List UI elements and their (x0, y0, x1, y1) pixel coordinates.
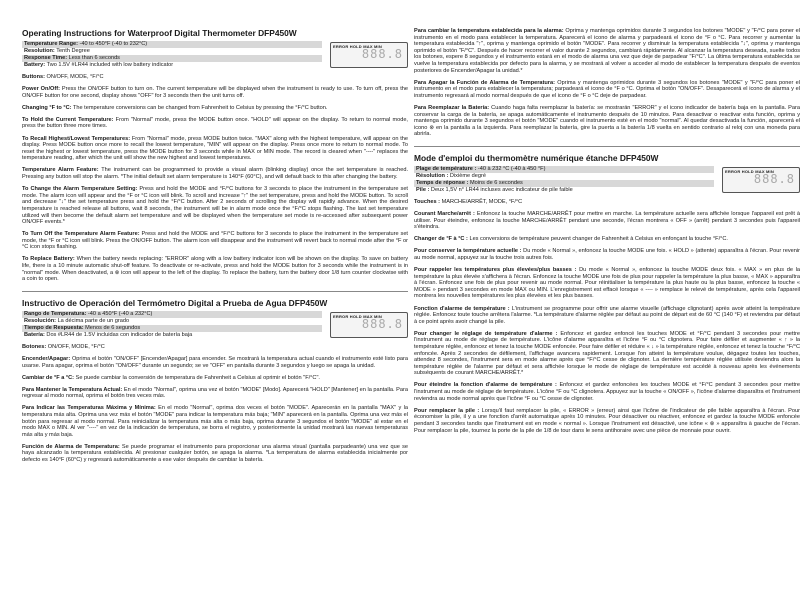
paragraph (22, 186, 408, 226)
spec-row (414, 173, 714, 180)
spanish-spec-block (22, 311, 408, 339)
paragraph-text: Se puede programar el instrumento para proporcionar una alarma visual (pantalla parpadeante) una vez que se haya alcanzado la temperatura establecida. Al presionar cualquier botón, se apaga la alarma. *La temperatura de alarma establecida inicialmente por defecto es 140°F (60°C) y regresará automáticamente a ese valor después de cambiar la batería. (22, 443, 408, 464)
lcd-display-illustration (330, 312, 408, 338)
paragraph-heading: Para Mantener la Temperatura Actual: (22, 386, 123, 393)
english-title: Operating Instructions for Waterproof Digital Thermometer DFP450W (22, 28, 297, 38)
paragraph-text: Press and hold the MODE and °F/°C buttons for 3 seconds to place the instrument in the temperature set mode, the °F or °C icon will blink. Press the ON/OFF button. The alarm icon will disappear and the instrument will revert back to normal mode after the °F or °C icon stops flashing. (22, 231, 408, 251)
paragraph-heading: Pour éteindre la fonction d'alarme de température : (414, 382, 557, 389)
paragraph-text: En el modo "Normal", oprima dos veces el botón "MODE". Aparecerán en la pantalla "MAX" y la temperatura más alta. Oprima una vez más el botón "MODE" para indicar la temperatura más baja; "MIN" aparecerá en la pantalla. Oprima una vez más el botón para regresar al modo normal. Para reinicializar la temperatura más alta o más baja, oprima durante 3 segundos el botón "MODE" al estar en el modo MAX o MIN. Al ver "----" en vez de la indicación de temperatura, se borra el registro, y posteriormente la unidad mostrará las nuevas temperaturas más alta y más baja. (22, 405, 408, 438)
buttons-label: Touches : (414, 198, 441, 205)
paragraph-text: From "Normal" mode, press the MODE button once. "HOLD" will appear on the display. To return to normal mode, press the button three more times. (22, 116, 408, 130)
spec-value: Tenth Degree (54, 48, 90, 54)
lcd-digits: 888.8 (753, 171, 795, 186)
paragraph (414, 211, 800, 231)
paragraph-heading: Power On/Off: (22, 86, 60, 93)
paragraph-text: Enfoncez et gardez enfoncé les touches MODE et °F/°C pendant 3 secondes pour mettre l'instrument au mode de réglage de température. L'icône d'alarme apparaîtra et l'icône °F ou °C clignotera. Pour faire défiler et augmenter « ↑ » la température réglée, enfoncez et tenez la touche MODE enfoncée. Pour faire défiler et réduire « ↓ » la température réglée, enfoncez et tenez la touche °F/°C enfoncée. Après 2 secondes de défilement, l'affichage avancera rapidement. Lorsque l'on atteint la température voulue, dégagez toutes les touches, attendez 8 secondes, l'instrument sera en mode alarme après que °F/°C cesse de clignoter. La dernière température réglée utilisée deviendra alors la température réglée de l'alarme par défaut et sera affichée lorsque le mode de réglage de température est accédé à nouveau après les événements subséquents de courant MARCHE/ARRÊT.* (414, 330, 800, 377)
paragraph-heading: Cambiar de °F a °C: (22, 374, 75, 381)
paragraph-text: Enfoncez et gardez enfoncées les touches MODE et °F/°C pendant 3 secondes pour mettre l'instrument au mode de réglage de température. L'icône °F ou °C clignotera. Appuyez sur la touche « ON/OFF », l'icône d'alarme disparaîtra et l'instrument reviendra au mode normal après que l'icône °F ou °C cesse de clignoter. (414, 382, 800, 402)
spec-label: Plage de température : (416, 165, 477, 172)
spec-row (22, 318, 322, 325)
paragraph-text: Press and hold the MODE and °F/°C buttons for 3 seconds to place the instrument in the temperature set mode. The alarm icon will appear and the °F or °C icon will blink. To scroll and increase "↑" the set temperature, press and hold the MODE button. To scroll and decrease "↓" the set temperature press and hold the °F/°C button. After 2 seconds of scrolling the display will rapidly advance. When the desired temperature is reached release all buttons, wait 8 seconds, the instrument will be in alarm mode once the °F/°C stops flashing. The last set temperature utilized will then become the default alarm set temperature and will be displayed when the temperature set mode is re-accessed after subsequent power ON/OFF events.* (22, 186, 408, 226)
paragraph-heading: Changing °F to °C: (22, 104, 72, 111)
paragraph-heading: Para Indicar las Temperaturas Máxima y Mínima: (22, 405, 156, 412)
paragraph (22, 387, 408, 400)
spec-value: Two 1.5V #LR44 included with low battery indicator (45, 62, 174, 68)
section-divider (22, 291, 408, 292)
paragraph (22, 444, 408, 464)
spec-row (22, 332, 322, 339)
spec-label: Résolution : (416, 172, 449, 179)
spec-row (22, 41, 322, 48)
spec-row (22, 48, 322, 55)
paragraph-heading: Para Reemplazar la Batería: (414, 104, 490, 111)
paragraph-heading: Fonction d'alarme de température : (414, 305, 510, 312)
spec-label: Rango de Temperatura: (24, 310, 87, 317)
paragraph-heading: Temperature Alarm Feature: (22, 167, 99, 174)
paragraph-text: Oprima y mantenga oprimidos durante 3 segundos los botones "MODE" y "F/°C para poner el instrumento en el modo para establecer la temperatura. Aparecerá el icono de alarma y parpadeará el icono de °F o °C. Para recorrer y aumentar la temperatura establecida "↑", oprima y mantenga oprimido el botón "MODE". Para recorrer y disminuir la temperatura establecida "↓", oprima y mantenga oprimido el botón "F/°C". Después de hacer recorrer el valor durante 2 segundos, cambiará rápidamente. Al alcanzar la temperatura deseada, suelte todos los botones, espere 8 segundos y el instrumento estará en el modo de alarma una vez que deje de parpadear "F/°C". La última temperatura establecida se vuelve la temperatura establecida por defecto para la alarma, y se mostrará al volver a acceder al modo de establecer la temperatura después de eventos posteriores de Encender/Apagar la unidad.* (414, 28, 800, 74)
spec-label: Battery: (24, 62, 46, 68)
english-section (22, 28, 408, 283)
paragraph-text: Cuando haga falta reemplazar la batería: se mostrarán "ERROR" y el icono indicador de batería baja en la pantalla. Para conservar la carga de la batería, se apaga automáticamente el instrumento después de 10 minutos. Para desactivar o reactivar esta función, oprima y mantenga oprimido durante 3 segundos el botón "MODE" cuando el instrumento esté en el modo "normal". Al quedar desactivada la función, aparecerá el icono ⊗ en la pantalla a la izquierda. Para reemplazar la batería, gire la puerta a la batería 1/8 vuelta en sentido contrario al reloj con una moneda para abrirla. (414, 104, 800, 138)
buttons-line (22, 74, 408, 81)
paragraph (414, 408, 800, 434)
paragraph-heading: To Turn Off the Temperature Alarm Feature: (22, 231, 140, 238)
paragraph-heading: Para Apagar la Función de Alarma de Temperatura: (414, 79, 555, 86)
paragraph-text: Lorsqu'il faut remplacer la pile, « ERROR » (erreur) ainsi que l'icône de l'indicateur de pile faible apparaîtra à l'écran. Pour économiser la pile, il y a une fonction d'arrêt automatique après 10 minutes. Pour désactiver ou réactiver, enfoncez et gardez la touche MODE enfoncée pendant 3 secondes tandis que l'instrument est en mode « normal ». Lorsque l'instrument est désactivé, une icône « ⊗ » apparaîtra à gauche de l'écran. Pour remplacer la pile, tournez la porte de la pile de 1/8 de tour dans le sens antihoraire avec une pièce de monnaie pour ouvrir. (414, 407, 800, 434)
paragraph-heading: Pour conserver la température actuelle : (414, 248, 522, 255)
spec-value: Menos de 6 segundos (83, 324, 141, 331)
paragraph-heading: To Change the Alarm Temperature Setting: (22, 186, 138, 193)
spanish-continued-section (414, 28, 800, 138)
spec-row (22, 311, 322, 318)
spec-row (414, 180, 714, 187)
paragraph-text: The instrument can be programmed to provide a visual alarm (blinking display) once the set temperature is reached. Pressing any button will stop the alarm. *The initial default set alarm temperature is 140°F (60°C), and will default back to this after changing the battery. (22, 167, 408, 181)
paragraph (414, 236, 800, 243)
paragraph (22, 375, 408, 382)
spec-row (22, 55, 322, 62)
paragraph-text: Du mode « Normal », enfoncez la touche MODE deux fois. « MAX » en plus de la température la plus élevée s'affichera à l'écran. Enfoncez la touche MODE une fois de plus pour rappeler la température la plus basse, « MAX » apparaîtra à l'écran. Enfoncez une fois de plus pour revenir au mode normal. Pour réinitialiser la température la plus haute ou la plus basse, enfoncez la touche « MODE » pendant 3 secondes en mode MAX ou MIN. L'enregistrement est effacé lorsque « ---- » remplace le relevé de température, après cela l'appareil montrera les nouvelles températures les plus élevées et les plus basses. (414, 267, 800, 300)
right-column (414, 28, 800, 440)
spec-row (414, 166, 714, 173)
paragraph (414, 382, 800, 402)
spec-value: -40 à 232 °C (-40 à 450 °F) (476, 165, 546, 172)
paragraph-text: Se puede cambiar la conversión de temperatura de Fahrenheit a Celsius al oprimir el botón "F/°C". (74, 374, 320, 381)
spanish-title: Instructivo de Operación del Termómetro Digital a Prueba de Agua DFP450W (22, 297, 328, 308)
buttons-text: MARCHE/ARRÊT, MODE, °F/°C (440, 198, 523, 205)
spec-label: Temps de réponse : (416, 179, 469, 186)
spec-row (22, 325, 322, 332)
buttons-line (414, 199, 800, 206)
spec-value: Deux 1,5V n° LR44 incluses avec indicateur de pile faible (429, 186, 573, 193)
lcd-digits: 888.8 (361, 47, 403, 61)
paragraph-text: Oprima y mantenga oprimidos durante 3 segundos los botones "MODE" y "F/°C para poner el instrumento en el modo para establecer la temperatura; parpadeará el icono de °F o °C. Oprima el botón "ON/OFF". Desaparecerá el icono de alarma y el instrumento regresará al modo normal después de que el icono de °F o °C deje de parpadear. (414, 79, 800, 99)
paragraph-heading: Para cambiar la temperatura establecida para la alarma: (414, 28, 564, 34)
paragraph-heading: To Hold the Current Temperature: (22, 116, 114, 123)
paragraph-text: Press the ON/OFF button to turn on. The current temperature will be displayed when the instrument is ready to use. To turn off, press the ON/OFF button for one second, display shows "OFF" for 3 seconds then the unit turns off. (22, 86, 408, 99)
buttons-label: Botones: (22, 343, 47, 350)
spec-label: Temperature Range: (24, 41, 78, 47)
buttons-text: ON/OFF, MODE, °F/°C (45, 74, 104, 80)
french-spec-table (414, 166, 714, 194)
french-spec-block (414, 166, 800, 194)
english-spec-block (22, 41, 408, 69)
spec-row (414, 187, 714, 194)
paragraph (414, 105, 800, 138)
paragraph (22, 117, 408, 130)
paragraph (414, 306, 800, 326)
spec-value: -40 a 450°F (-40 a 232°C) (86, 310, 153, 317)
spec-value: Dixième degré (448, 172, 486, 179)
spec-label: Batería: (24, 331, 45, 338)
lcd-display-illustration (722, 167, 800, 193)
paragraph (414, 248, 800, 261)
paragraph-text: En el modo "Normal", oprima una vez el botón "MODE" [Modo]. Aparecerá "HOLD" [Mantener] en la pantalla. Para regresar al modo normal, oprima el botón tres veces más. (22, 386, 408, 400)
paragraph (22, 136, 408, 162)
french-section (414, 153, 800, 434)
spec-label: Resolución: (24, 317, 57, 324)
paragraph-heading: Changer de °F à °C : (414, 236, 468, 243)
paragraph (414, 80, 800, 100)
spec-value: La décima parte de un grado (56, 317, 130, 324)
spec-value: -40 to 450°F (-40 to 232°C) (77, 41, 148, 47)
paragraph (414, 28, 800, 74)
spec-label: Response Time: (24, 55, 68, 61)
buttons-line (22, 344, 408, 351)
paragraph (414, 267, 800, 300)
paragraph-text: The temperature conversions can be changed from Fahrenheit to Celsius by pressing the °F/°C button. (71, 104, 328, 111)
lcd-digits: 888.8 (361, 316, 403, 331)
paragraph (22, 231, 408, 251)
left-column (22, 28, 408, 469)
paragraph-heading: Pour changer le réglage de température d'alarme : (414, 330, 558, 337)
paragraph-text: When the battery needs replacing: "ERROR" along with a low battery indicator icon will be shown on the display. To save on battery life, there is a 10 minute automatic shut-off feature. To deactivate or re-activate, press and hold the MODE button for 3 seconds while the instrument is in "normal" mode. When deactivated, a ⊗ icon will appear to the left of the display. To replace the battery, turn the battery door 1/8 turn counter clockwise with a coin to open. (22, 256, 408, 283)
paragraph (22, 405, 408, 438)
paragraph (22, 167, 408, 180)
spec-label: Pile : (416, 186, 430, 193)
paragraph-heading: To Recall Highest/Lowest Temperatures: (22, 135, 131, 142)
paragraph-text: Du mode « Normal », enfoncez la touche MODE une fois. « HOLD » (attente) apparaîtra à l'écran. Pour revenir au mode normal, appuyez sur la touche trois autres fois. (414, 248, 800, 261)
lcd-indicator-labels: ERROR HOLD MAX MIN (333, 44, 382, 49)
english-spec-table (22, 41, 322, 69)
buttons-text: ON/OFF, MODE, °F/°C (46, 343, 105, 350)
paragraph-heading: Función de Alarma de Temperatura: (22, 443, 120, 450)
paragraph-heading: To Replace Battery: (22, 256, 75, 263)
paragraph-text: L'instrument se programme pour offrir une alarme visuelle (affichage clignotant) après avoir atteint la température réglée. Enfoncez toute touche arrêtera l'alarme. *La température d'alarme réglée par défaut au point de départ est de 60 °C (140 °F) et reviendra par défaut à ce point après avoir changé la pile. (414, 305, 801, 325)
paragraph-heading: Pour rappeler les températures plus élevées/plus basses : (414, 267, 577, 274)
paragraph-heading: Courant Marche/arrêt : (414, 211, 475, 217)
paragraph (22, 356, 408, 369)
buttons-label: Buttons: (22, 74, 45, 80)
section-divider (414, 146, 800, 147)
spec-label: Resolution: (24, 48, 55, 54)
paragraph-text: Oprima el botón "ON/OFF" [Encender/Apagar] para encender. Se mostrará la temperatura actual cuando el instrumento esté listo para usarse. Para apagar, oprima el botón "ON/OFF" durante un segundo; se ve "OFF" en pantalla durante 3 segundos y luego se apaga la unidad. (22, 355, 408, 369)
paragraph (22, 86, 408, 99)
paragraph-text: Les conversions de température peuvent changer de Fahrenheit à Celsius en enfonçant la touche °F/°C. (467, 236, 728, 243)
paragraph-heading: Pour remplacer la pile : (414, 407, 480, 414)
spanish-spec-table (22, 311, 322, 339)
spec-label: Tiempo de Respuesta: (24, 324, 84, 331)
spec-value: Moins de 6 secondes (468, 179, 523, 186)
paragraph-text: From "Normal" mode, press MODE button twice. "MAX" along with the highest temperature, will appear on the display. Press MODE button once more to recall the lowest temperature, "MIN" will appear on the display. Press once more to return to normal mode. To reset the highest or lowest temperature, press the MODE button for 3 seconds while in MAX or MIN mode. The record is cleared when "----" replaces the temperature reading, after which the unit will show the new highest and lowest temperatures. (22, 135, 408, 162)
spec-value: Dos #LR44 de 1.5V incluidas con indicador de batería baja (44, 331, 193, 338)
spanish-section (22, 298, 408, 464)
paragraph-text: Enfoncez la touche MARCHE/ARRÊT pour mettre en marche. La température actuelle sera affichée lorsque l'appareil est prêt à utiliser. Pour éteindre, enfoncez la touche MARCHE/ARRÊT pendant une seconde, l'écran montrera « OFF » (arrêt) pendant 3 secondes puis l'appareil s'éteindra. (414, 211, 800, 231)
paragraph (22, 105, 408, 112)
lcd-indicator-labels: ERROR HOLD MAX MIN (725, 168, 774, 174)
paragraph (22, 256, 408, 282)
spec-value: Less than 6 seconds (67, 55, 120, 61)
paragraph-heading: Encender/Apagar: (22, 355, 71, 362)
spec-row (22, 62, 322, 69)
lcd-indicator-labels: ERROR HOLD MAX MIN (333, 313, 382, 319)
lcd-display-illustration (330, 42, 408, 68)
french-title: Mode d'emploi du thermomètre numérique étanche DFP450W (414, 152, 659, 163)
paragraph (414, 331, 800, 377)
